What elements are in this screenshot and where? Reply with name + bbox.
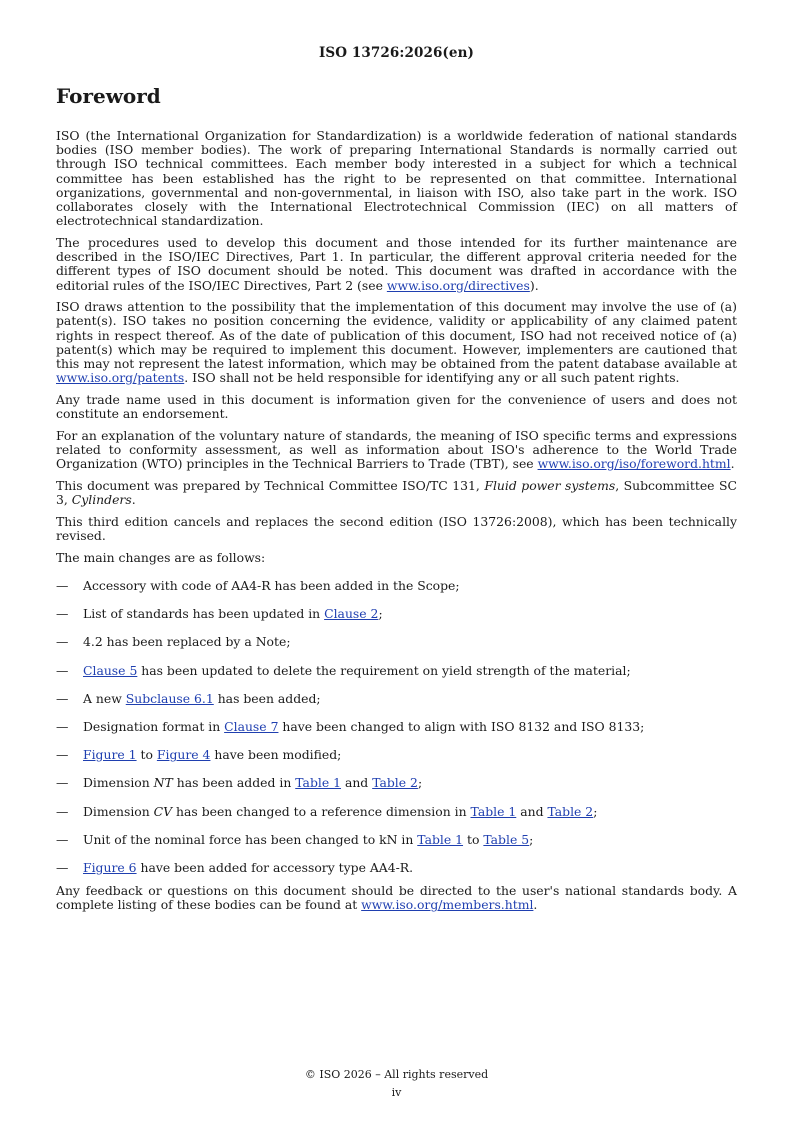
foreword-body — [56, 129, 737, 920]
table-5-link[interactable]: Table 5 — [483, 831, 530, 847]
clause-5-link[interactable]: Clause 5 — [83, 662, 138, 678]
list-item: — Accessory with code of AA4-R has been added in the Scope; — [56, 577, 460, 593]
figure-6-link[interactable]: Figure 6 — [83, 860, 137, 876]
paragraph-committee: This document was prepared by Technical Committee ISO/TC 131, Fluid power systems, Subcommittee SC 3, Cylinders. — [56, 477, 737, 508]
table-2-link[interactable]: Table 2 — [547, 803, 594, 819]
list-item: — Dimension CV has been changed to a reference dimension in Table 1 and Table 2; — [56, 803, 598, 819]
page-title: Foreword — [56, 84, 161, 108]
paragraph-trade-name: Any trade name used in this document is information given for the convenience of users and does not constitute an endorsement. — [56, 391, 737, 422]
list-item: — Dimension NT has been added in Table 1 and Table 2; — [56, 775, 423, 791]
clause-7-link[interactable]: Clause 7 — [224, 719, 279, 734]
subclause-6-1-link[interactable]: Subclause 6.1 — [125, 690, 214, 706]
list-item: — Unit of the nominal force has been changed to kN in Table 1 to Table 5; — [56, 831, 534, 847]
paragraph-feedback: Any feedback or questions on this document should be directed to the user's national standards body. A complete listing of these bodies can be found at www.iso.org/members.html. — [56, 883, 737, 913]
changes-list — [56, 579, 737, 875]
figure-4-link[interactable]: Figure 4 — [156, 747, 211, 763]
table-1-link[interactable]: Table 1 — [295, 775, 341, 791]
table-1-link[interactable]: Table 1 — [470, 803, 517, 819]
clause-2-link[interactable]: Clause 2 — [324, 606, 379, 622]
table-2-link[interactable]: Table 2 — [372, 775, 418, 791]
foreword-link[interactable]: www.iso.org/iso/foreword.html — [537, 456, 731, 472]
list-item: — A new Subclause 6.1 has been added; — [56, 690, 321, 706]
list-item: — Figure 1 to Figure 4 have been modified; — [56, 747, 342, 763]
page-footer — [0, 1066, 793, 1102]
figure-1-link[interactable]: Figure 1 — [83, 747, 137, 763]
paragraph-voluntary-nature: For an explanation of the voluntary nature of standards, the meaning of ISO specific terms and expressions related to conformity assessment, as well as information about ISO's adherence to the World Trade Organization (WTO) principles in the Technical Barriers to Trade (TBT), see www.iso.org/iso/foreword.html. — [56, 427, 737, 472]
patents-link[interactable]: www.iso.org/patents — [56, 370, 185, 386]
directives-link[interactable]: www.iso.org/directives — [386, 277, 530, 293]
page-number: iv — [391, 1086, 402, 1099]
copyright-notice: © ISO 2026 – All rights reserved — [304, 1068, 489, 1081]
list-item: — Figure 6 have been added for accessory type AA4-R. — [56, 860, 414, 876]
list-item: — List of standards has been updated in Clause 2; — [56, 606, 383, 622]
paragraph-edition: This third edition cancels and replaces the second edition (ISO 13726:2008), which has been technically revised. — [56, 513, 737, 544]
members-link[interactable]: www.iso.org/members.html — [361, 897, 534, 913]
paragraph-main-changes: The main changes are as follows: — [56, 549, 266, 565]
table-1-link[interactable]: Table 1 — [417, 831, 464, 847]
document-header: ISO 13726:2026(en) — [318, 45, 475, 61]
list-item: — 4.2 has been replaced by a Note; — [56, 634, 291, 650]
paragraph-iso-intro: ISO (the International Organization for Standardization) is a worldwide federation of national standards bodies (ISO member bodies). The work of preparing International Standards is normally carried out through ISO technical committees. Each member body interested in a subject for which a technical committee has been established has the right to be represented on that committee. International organizations, governmental and non-governmental, in liaison with ISO, also take part in the work. ISO collaborates closely with the International Electrotechnical Commission (IEC) on all matters of electrotechnical standardization. — [56, 128, 737, 229]
paragraph-patents: ISO draws attention to the possibility that the implementation of this document may involve the use of (a) patent(s). ISO takes no position concerning the evidence, validity or applicability of any claimed patent rights in respect thereof. As of the date of publication of this document, ISO had not received notice of (a) patent(s) which may be required to implement this document. However, implementers are cautioned that this may not represent the latest information, which may be obtained from the patent database available at www.iso.org/patents. ISO shall not be held responsible for identifying any or all such patent rights. — [56, 299, 737, 386]
list-item: — Clause 5 has been updated to delete the requirement on yield strength of the material; — [56, 662, 631, 678]
list-item: — Designation format in Clause 7 have been changed to align with ISO 8132 and ISO 8133; — [56, 719, 645, 734]
paragraph-procedures: The procedures used to develop this document and those intended for its further maintenance are described in the ISO/IEC Directives, Part 1. In particular, the different approval criteria needed for the different types of ISO document should be noted. This document was drafted in accordance with the editorial rules of the ISO/IEC Directives, Part 2 (see www.iso.org/directives). — [56, 234, 737, 293]
